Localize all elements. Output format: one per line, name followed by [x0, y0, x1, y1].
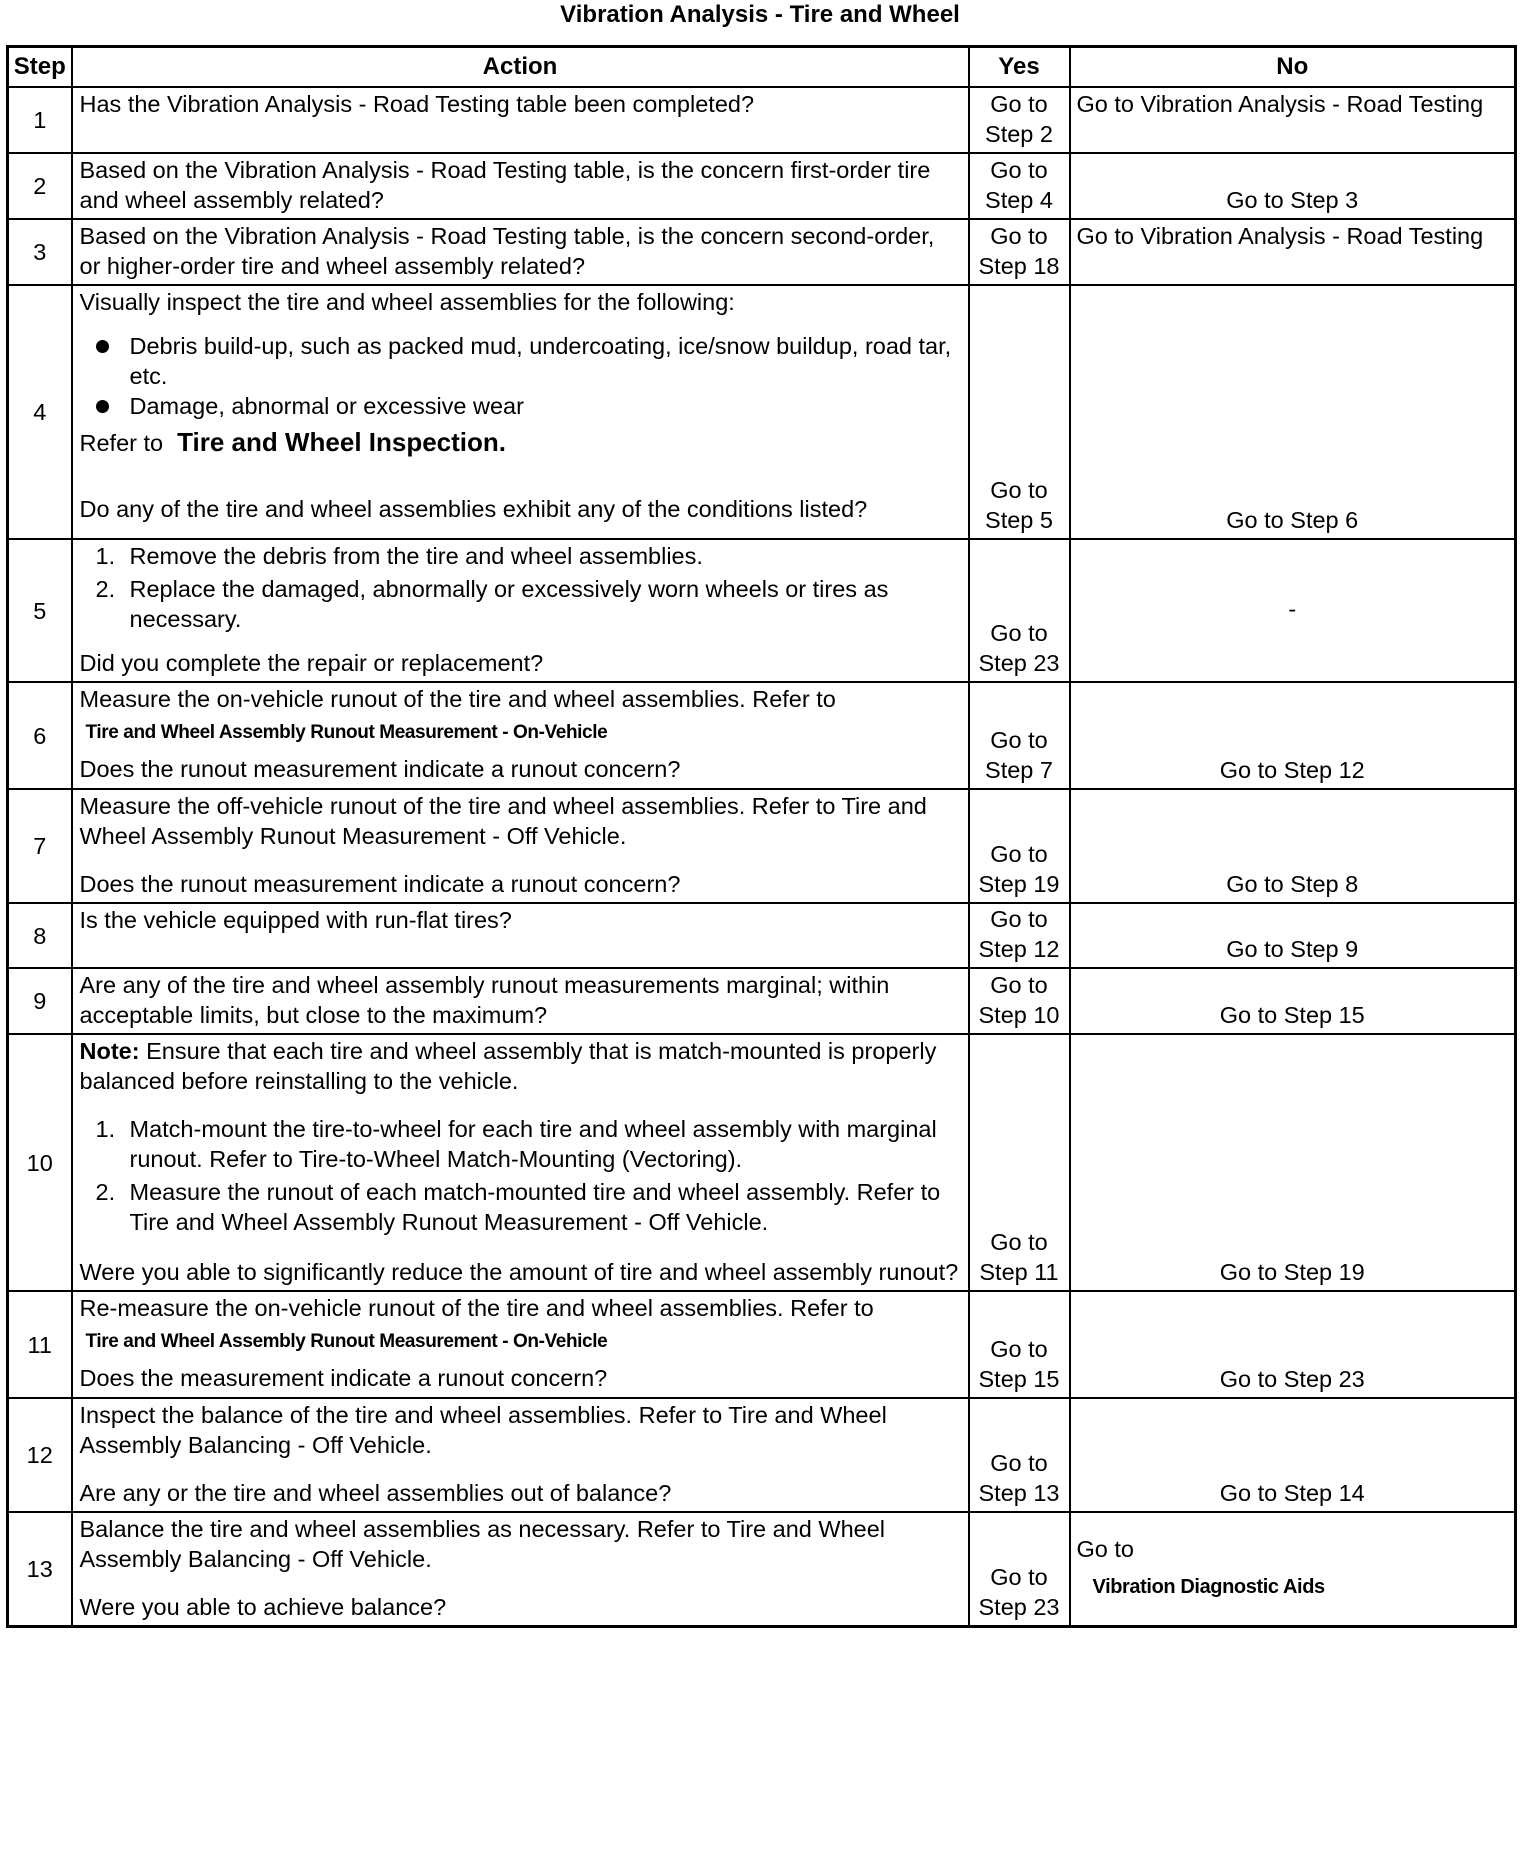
bullet-list: [80, 331, 960, 421]
yes-cell: [969, 1291, 1070, 1398]
action-intro: Inspect the balance of the tire and wheel assemblies. Refer to Tire and Wheel Assembly Balancing - Off Vehicle.: [79, 1402, 887, 1458]
action-question: Does the runout measurement indicate a runout concern?: [79, 871, 681, 897]
action-question: Were you able to achieve balance?: [79, 1594, 447, 1620]
action-text: Based on the Vibration Analysis - Road Testing table, is the concern first-order tire and wheel assembly related?: [72, 153, 969, 219]
numbered-list: [80, 541, 960, 634]
list-item: 1. Remove the debris from the tire and wheel assemblies.: [95, 543, 703, 569]
step-number: 13: [8, 1512, 72, 1627]
action-text: Is the vehicle equipped with run-flat tires?: [72, 903, 969, 968]
action-question: Did you complete the repair or replacement?: [79, 650, 544, 676]
action-question: Do any of the tire and wheel assemblies exhibit any of the conditions listed?: [79, 496, 868, 522]
action-question: Does the runout measurement indicate a runout concern?: [79, 756, 681, 782]
step-number: 5: [8, 539, 72, 682]
page-title: Vibration Analysis - Tire and Wheel: [560, 1, 960, 28]
action-question: Does the measurement indicate a runout concern?: [79, 1365, 608, 1391]
yes-cell: [969, 789, 1070, 903]
step-number: 8: [8, 903, 72, 968]
table-row: [8, 789, 1516, 903]
yes-link[interactable]: Go to Step 7: [985, 727, 1053, 783]
no-link[interactable]: Vibration Diagnostic Aids: [1092, 1575, 1325, 1598]
yes-cell: [969, 1034, 1070, 1291]
no-link[interactable]: Go to Step 14: [1070, 1398, 1516, 1512]
action-text: Has the Vibration Analysis - Road Testing table been completed?: [72, 87, 969, 153]
yes-cell: [969, 539, 1070, 682]
action-text: Based on the Vibration Analysis - Road Testing table, is the concern second-order, or higher-order tire and wheel assembly related?: [72, 219, 969, 285]
list-item: Damage, abnormal or excessive wear: [80, 391, 960, 421]
refer-line: Refer to Tire and Wheel Inspection.: [79, 427, 507, 457]
action-cell: [72, 682, 969, 789]
yes-link[interactable]: Go to Step 18: [978, 223, 1060, 279]
table-row: [8, 682, 1516, 789]
action-cell: [72, 1034, 969, 1291]
numbered-list: [80, 1114, 960, 1237]
yes-link[interactable]: Go to Step 23: [978, 1564, 1060, 1620]
no-link[interactable]: Go to Step 9: [1070, 903, 1516, 968]
table-row: [8, 153, 1516, 219]
action-text: Are any of the tire and wheel assembly runout measurements marginal; within acceptable limits, but close to the maximum?: [72, 968, 969, 1034]
bullet-icon: [96, 340, 109, 353]
action-intro: Measure the on-vehicle runout of the tire and wheel assemblies. Refer to: [79, 686, 836, 712]
action-cell: [72, 285, 969, 539]
step-number: 4: [8, 285, 72, 539]
header-step: Step: [8, 47, 72, 88]
bullet-icon: [96, 400, 109, 413]
step-number: 9: [8, 968, 72, 1034]
yes-cell: [969, 285, 1070, 539]
action-intro: Balance the tire and wheel assemblies as necessary. Refer to Tire and Wheel Assembly Balancing - Off Vehicle.: [79, 1516, 886, 1572]
reference-link[interactable]: Tire and Wheel Assembly Runout Measurement - On-Vehicle: [85, 1331, 608, 1352]
step-number: 3: [8, 219, 72, 285]
yes-cell: [969, 219, 1070, 285]
table-row: [8, 1398, 1516, 1512]
action-cell: [72, 539, 969, 682]
action-cell: [72, 789, 969, 903]
yes-link[interactable]: Go to Step 2: [985, 91, 1053, 147]
yes-link[interactable]: Go to Step 4: [985, 157, 1053, 213]
yes-link[interactable]: Go to Step 5: [985, 477, 1053, 533]
action-cell: [72, 1512, 969, 1627]
yes-link[interactable]: Go to Step 11: [979, 1229, 1059, 1285]
yes-link[interactable]: Go to Step 19: [978, 841, 1060, 897]
table-row: [8, 968, 1516, 1034]
action-cell: [72, 1291, 969, 1398]
step-number: 10: [8, 1034, 72, 1291]
list-item: Debris build-up, such as packed mud, undercoating, ice/snow buildup, road tar, etc.: [80, 331, 960, 391]
yes-link[interactable]: Go to Step 23: [978, 620, 1060, 676]
action-intro: Re-measure the on-vehicle runout of the tire and wheel assemblies. Refer to: [79, 1295, 874, 1321]
reference-link[interactable]: Tire and Wheel Assembly Runout Measurement - On-Vehicle: [85, 722, 608, 743]
yes-link[interactable]: Go to Step 13: [978, 1450, 1060, 1506]
no-link[interactable]: Go to Vibration Analysis - Road Testing: [1070, 219, 1516, 285]
step-number: 12: [8, 1398, 72, 1512]
table-row: [8, 285, 1516, 539]
yes-cell: [969, 903, 1070, 968]
header-yes: Yes: [969, 47, 1070, 88]
diagnostic-table: [6, 45, 1517, 1628]
no-value: -: [1070, 539, 1516, 682]
table-row: [8, 1034, 1516, 1291]
no-link[interactable]: Go to Step 8: [1070, 789, 1516, 903]
yes-cell: [969, 1512, 1070, 1627]
no-cell: [1070, 1512, 1516, 1627]
yes-cell: [969, 1398, 1070, 1512]
no-link[interactable]: Go to Step 19: [1070, 1034, 1516, 1291]
no-link[interactable]: Go to Step 6: [1070, 285, 1516, 539]
action-intro: Measure the off-vehicle runout of the tire and wheel assemblies. Refer to Tire and Wheel Assembly Runout Measurement - Off Vehicle.: [79, 793, 927, 849]
action-cell: [72, 1398, 969, 1512]
step-number: 2: [8, 153, 72, 219]
action-question: Are any or the tire and wheel assemblies out of balance?: [79, 1480, 672, 1506]
yes-cell: [969, 968, 1070, 1034]
action-question: Were you able to significantly reduce the amount of tire and wheel assembly runout?: [79, 1259, 959, 1285]
table-row: [8, 903, 1516, 968]
table-row: [8, 87, 1516, 153]
no-link[interactable]: Go to Vibration Analysis - Road Testing: [1070, 87, 1516, 153]
yes-cell: [969, 682, 1070, 789]
action-intro: Visually inspect the tire and wheel assemblies for the following:: [79, 289, 735, 315]
header-row: [8, 47, 1516, 88]
list-item: 2. Replace the damaged, abnormally or excessively worn wheels or tires as necessary.: [95, 576, 889, 632]
no-link[interactable]: Go to Step 12: [1070, 682, 1516, 789]
no-prefix: Go to: [1076, 1535, 1134, 1562]
no-link[interactable]: Go to Step 15: [1070, 968, 1516, 1034]
step-number: 7: [8, 789, 72, 903]
step-number: 11: [8, 1291, 72, 1398]
step-number: 6: [8, 682, 72, 789]
yes-link[interactable]: Go to Step 10: [978, 972, 1060, 1028]
no-link[interactable]: Go to Step 23: [1070, 1291, 1516, 1398]
table-row: [8, 539, 1516, 682]
list-item: 1. Match-mount the tire-to-wheel for each tire and wheel assembly with marginal runout. Refer to Tire-to-Wheel Match-Mounting (Vectoring).: [95, 1116, 937, 1172]
yes-cell: [969, 153, 1070, 219]
reference-link[interactable]: Tire and Wheel Inspection.: [177, 427, 507, 457]
table-row: [8, 219, 1516, 285]
no-link[interactable]: Go to Step 3: [1070, 153, 1516, 219]
header-no: No: [1070, 47, 1516, 88]
step-number: 1: [8, 87, 72, 153]
yes-cell: [969, 87, 1070, 153]
table-row: [8, 1291, 1516, 1398]
note-text: Note: Ensure that each tire and wheel assembly that is match-mounted is properly balanced before reinstalling to the vehicle.: [79, 1038, 937, 1094]
yes-link[interactable]: Go to Step 12: [978, 906, 1060, 962]
header-action: Action: [72, 47, 969, 88]
table-row: [8, 1512, 1516, 1627]
list-item: 2. Measure the runout of each match-mounted tire and wheel assembly. Refer to Tire and Wheel Assembly Runout Measurement - Off Vehicle.: [95, 1179, 941, 1235]
yes-link[interactable]: Go to Step 15: [978, 1336, 1060, 1392]
